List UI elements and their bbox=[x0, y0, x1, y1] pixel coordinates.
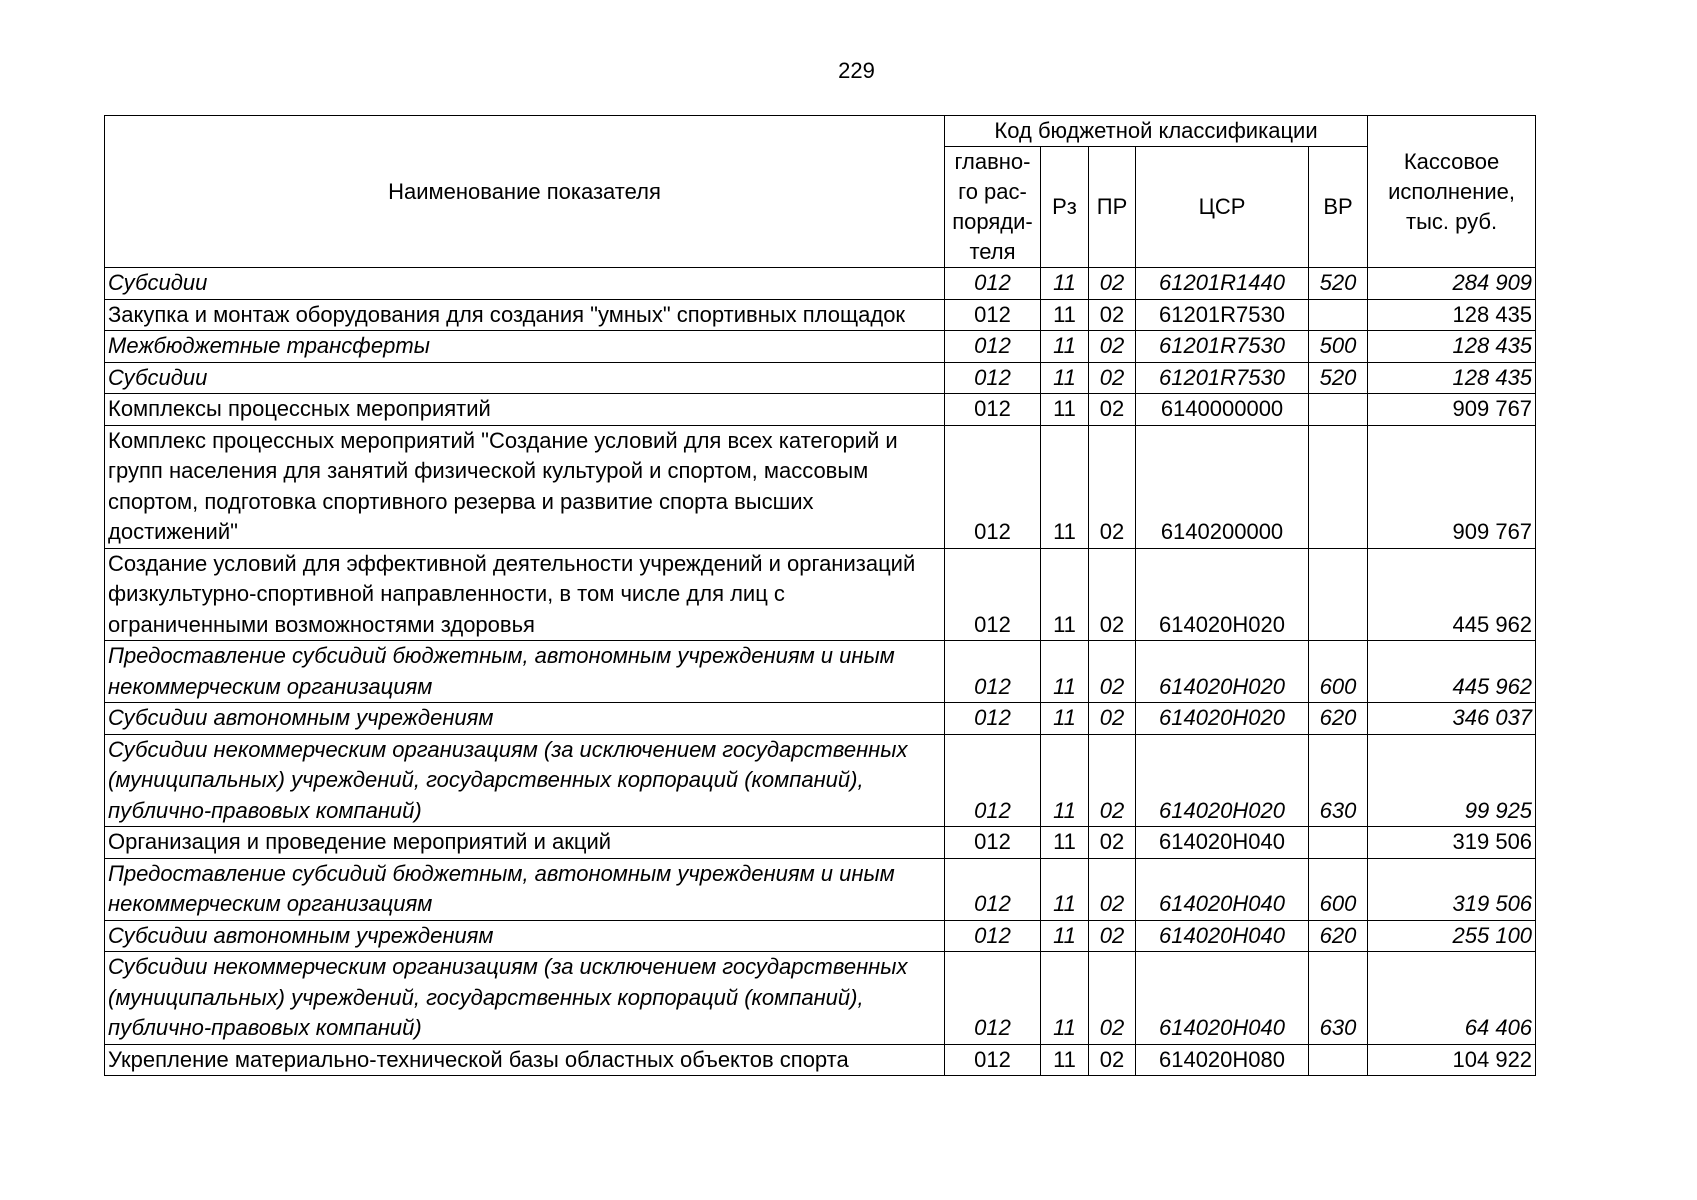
row-csr-cell: 61201R1440 bbox=[1136, 268, 1309, 300]
row-rz-cell: 11 bbox=[1041, 425, 1089, 548]
row-pr-cell: 02 bbox=[1089, 641, 1136, 703]
row-csr-cell: 614020Н040 bbox=[1136, 858, 1309, 920]
table-row bbox=[105, 952, 1536, 1045]
table-row bbox=[105, 362, 1536, 394]
row-rz-cell: 11 bbox=[1041, 1044, 1089, 1076]
row-amount-cell: 128 435 bbox=[1368, 331, 1536, 363]
row-pr-cell: 02 bbox=[1089, 952, 1136, 1045]
row-amount-cell: 64 406 bbox=[1368, 952, 1536, 1045]
page-number: 229 bbox=[838, 58, 875, 83]
row-rz-cell: 11 bbox=[1041, 394, 1089, 426]
row-csr-cell: 6140000000 bbox=[1136, 394, 1309, 426]
row-rz-cell: 11 bbox=[1041, 299, 1089, 331]
row-name-cell: Субсидии автономным учреждениям bbox=[105, 703, 945, 735]
row-pr-cell: 02 bbox=[1089, 299, 1136, 331]
row-gr-cell: 012 bbox=[945, 641, 1041, 703]
row-pr-cell: 02 bbox=[1089, 362, 1136, 394]
row-pr-cell: 02 bbox=[1089, 331, 1136, 363]
row-name-cell: Организация и проведение мероприятий и акций bbox=[105, 827, 945, 859]
table-row bbox=[105, 299, 1536, 331]
header-csr: ЦСР bbox=[1136, 147, 1309, 268]
row-vr-cell: 600 bbox=[1309, 858, 1368, 920]
row-csr-cell: 614020Н020 bbox=[1136, 641, 1309, 703]
row-gr-cell: 012 bbox=[945, 425, 1041, 548]
table-row bbox=[105, 548, 1536, 641]
row-csr-cell: 614020Н040 bbox=[1136, 920, 1309, 952]
row-csr-cell: 614020Н080 bbox=[1136, 1044, 1309, 1076]
table-row bbox=[105, 858, 1536, 920]
row-name-cell: Межбюджетные трансферты bbox=[105, 331, 945, 363]
row-gr-cell: 012 bbox=[945, 952, 1041, 1045]
header-classification-group: Код бюджетной классификации bbox=[945, 116, 1368, 147]
header-pr: ПР bbox=[1089, 147, 1136, 268]
row-name-cell: Предоставление субсидий бюджетным, автономным учреждениям и иным некоммерческим организациям bbox=[105, 858, 945, 920]
table-row bbox=[105, 920, 1536, 952]
table-row bbox=[105, 268, 1536, 300]
row-amount-cell: 319 506 bbox=[1368, 858, 1536, 920]
row-name-cell: Комплексы процессных мероприятий bbox=[105, 394, 945, 426]
row-csr-cell: 61201R7530 bbox=[1136, 362, 1309, 394]
row-name-cell: Создание условий для эффективной деятельности учреждений и организаций физкультурно-спортивной направленности, в том числе для лиц с ограниченными возможностями здоровья bbox=[105, 548, 945, 641]
row-rz-cell: 11 bbox=[1041, 920, 1089, 952]
row-vr-cell: 620 bbox=[1309, 920, 1368, 952]
row-amount-cell: 104 922 bbox=[1368, 1044, 1536, 1076]
row-csr-cell: 6140200000 bbox=[1136, 425, 1309, 548]
table-row bbox=[105, 734, 1536, 827]
row-amount-cell: 99 925 bbox=[1368, 734, 1536, 827]
row-vr-cell bbox=[1309, 827, 1368, 859]
row-vr-cell bbox=[1309, 548, 1368, 641]
row-amount-cell: 128 435 bbox=[1368, 299, 1536, 331]
row-amount-cell: 128 435 bbox=[1368, 362, 1536, 394]
row-amount-cell: 255 100 bbox=[1368, 920, 1536, 952]
table-header bbox=[105, 116, 1536, 268]
row-pr-cell: 02 bbox=[1089, 268, 1136, 300]
row-rz-cell: 11 bbox=[1041, 331, 1089, 363]
row-amount-cell: 909 767 bbox=[1368, 425, 1536, 548]
row-rz-cell: 11 bbox=[1041, 548, 1089, 641]
header-rz: Рз bbox=[1041, 147, 1089, 268]
table-row bbox=[105, 425, 1536, 548]
row-pr-cell: 02 bbox=[1089, 1044, 1136, 1076]
row-name-cell: Субсидии bbox=[105, 362, 945, 394]
row-gr-cell: 012 bbox=[945, 299, 1041, 331]
row-vr-cell: 620 bbox=[1309, 703, 1368, 735]
row-name-cell: Комплекс процессных мероприятий "Создание условий для всех категорий и групп населения для занятий физической культурой и спортом, массовым спортом, подготовка спортивного резерва и развитие спорта высших достижений" bbox=[105, 425, 945, 548]
row-vr-cell bbox=[1309, 425, 1368, 548]
budget-table bbox=[104, 115, 1536, 1076]
table-row bbox=[105, 1044, 1536, 1076]
row-pr-cell: 02 bbox=[1089, 920, 1136, 952]
row-pr-cell: 02 bbox=[1089, 734, 1136, 827]
row-amount-cell: 445 962 bbox=[1368, 641, 1536, 703]
row-pr-cell: 02 bbox=[1089, 858, 1136, 920]
row-rz-cell: 11 bbox=[1041, 952, 1089, 1045]
row-gr-cell: 012 bbox=[945, 920, 1041, 952]
row-vr-cell: 500 bbox=[1309, 331, 1368, 363]
row-pr-cell: 02 bbox=[1089, 394, 1136, 426]
table-row bbox=[105, 394, 1536, 426]
row-rz-cell: 11 bbox=[1041, 362, 1089, 394]
row-rz-cell: 11 bbox=[1041, 268, 1089, 300]
row-amount-cell: 319 506 bbox=[1368, 827, 1536, 859]
row-name-cell: Укрепление материально-технической базы областных объектов спорта bbox=[105, 1044, 945, 1076]
row-csr-cell: 61201R7530 bbox=[1136, 299, 1309, 331]
row-csr-cell: 614020Н040 bbox=[1136, 827, 1309, 859]
row-gr-cell: 012 bbox=[945, 268, 1041, 300]
table-row bbox=[105, 703, 1536, 735]
row-name-cell: Субсидии некоммерческим организациям (за исключением государственных (муниципальных) учреждений, государственных корпораций (компаний), публично-правовых компаний) bbox=[105, 952, 945, 1045]
header-vr: ВР bbox=[1309, 147, 1368, 268]
row-vr-cell: 630 bbox=[1309, 952, 1368, 1045]
row-csr-cell: 61201R7530 bbox=[1136, 331, 1309, 363]
header-gr: главно-го рас-поряди-теля bbox=[945, 147, 1041, 268]
row-rz-cell: 11 bbox=[1041, 703, 1089, 735]
row-pr-cell: 02 bbox=[1089, 827, 1136, 859]
row-amount-cell: 284 909 bbox=[1368, 268, 1536, 300]
row-gr-cell: 012 bbox=[945, 394, 1041, 426]
row-pr-cell: 02 bbox=[1089, 548, 1136, 641]
row-rz-cell: 11 bbox=[1041, 734, 1089, 827]
row-gr-cell: 012 bbox=[945, 362, 1041, 394]
row-csr-cell: 614020Н020 bbox=[1136, 734, 1309, 827]
row-vr-cell: 520 bbox=[1309, 268, 1368, 300]
row-vr-cell bbox=[1309, 394, 1368, 426]
header-amount: Кассовое исполнение, тыс. руб. bbox=[1368, 116, 1536, 268]
row-pr-cell: 02 bbox=[1089, 703, 1136, 735]
row-vr-cell: 600 bbox=[1309, 641, 1368, 703]
row-name-cell: Закупка и монтаж оборудования для создания "умных" спортивных площадок bbox=[105, 299, 945, 331]
row-name-cell: Субсидии некоммерческим организациям (за исключением государственных (муниципальных) учреждений, государственных корпораций (компаний), публично-правовых компаний) bbox=[105, 734, 945, 827]
table-row bbox=[105, 641, 1536, 703]
header-name: Наименование показателя bbox=[105, 116, 945, 268]
row-pr-cell: 02 bbox=[1089, 425, 1136, 548]
row-gr-cell: 012 bbox=[945, 858, 1041, 920]
row-amount-cell: 445 962 bbox=[1368, 548, 1536, 641]
table-row bbox=[105, 331, 1536, 363]
table-row bbox=[105, 827, 1536, 859]
row-name-cell: Предоставление субсидий бюджетным, автономным учреждениям и иным некоммерческим организациям bbox=[105, 641, 945, 703]
row-gr-cell: 012 bbox=[945, 734, 1041, 827]
row-vr-cell bbox=[1309, 1044, 1368, 1076]
row-rz-cell: 11 bbox=[1041, 827, 1089, 859]
row-vr-cell bbox=[1309, 299, 1368, 331]
row-rz-cell: 11 bbox=[1041, 641, 1089, 703]
row-gr-cell: 012 bbox=[945, 827, 1041, 859]
row-gr-cell: 012 bbox=[945, 331, 1041, 363]
row-vr-cell: 630 bbox=[1309, 734, 1368, 827]
row-csr-cell: 614020Н020 bbox=[1136, 548, 1309, 641]
row-gr-cell: 012 bbox=[945, 703, 1041, 735]
row-name-cell: Субсидии bbox=[105, 268, 945, 300]
row-amount-cell: 909 767 bbox=[1368, 394, 1536, 426]
table-body bbox=[105, 268, 1536, 1076]
row-vr-cell: 520 bbox=[1309, 362, 1368, 394]
row-csr-cell: 614020Н040 bbox=[1136, 952, 1309, 1045]
row-amount-cell: 346 037 bbox=[1368, 703, 1536, 735]
row-csr-cell: 614020Н020 bbox=[1136, 703, 1309, 735]
row-gr-cell: 012 bbox=[945, 1044, 1041, 1076]
row-gr-cell: 012 bbox=[945, 548, 1041, 641]
row-rz-cell: 11 bbox=[1041, 858, 1089, 920]
row-name-cell: Субсидии автономным учреждениям bbox=[105, 920, 945, 952]
